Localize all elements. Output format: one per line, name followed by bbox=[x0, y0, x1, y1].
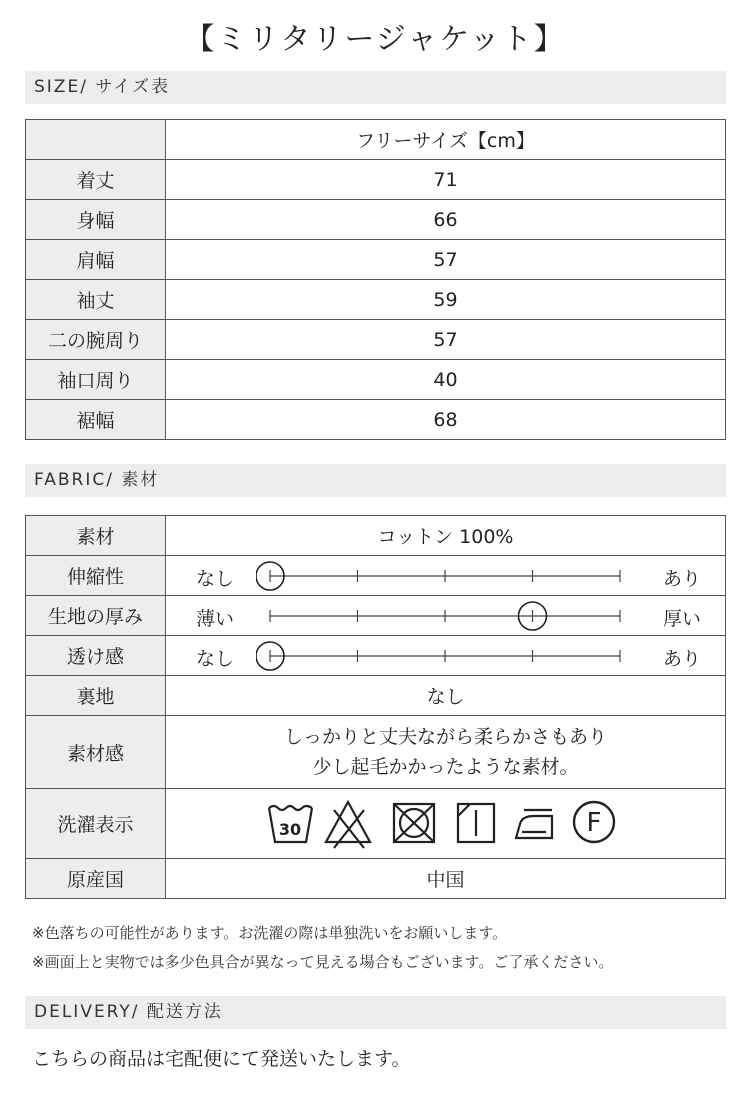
care-label: 洗濯表示 bbox=[26, 789, 166, 859]
care-icons bbox=[166, 789, 726, 859]
origin-value: 中国 bbox=[166, 859, 726, 899]
thickness-scale bbox=[256, 596, 636, 635]
scale-right-label: 厚い bbox=[662, 608, 701, 630]
size-column-header: フリーサイズ【cm】 bbox=[166, 120, 726, 160]
size-row bbox=[26, 360, 726, 400]
fabric-row bbox=[26, 516, 726, 556]
fabric-row bbox=[26, 636, 726, 676]
scale-cell bbox=[166, 636, 726, 676]
origin-label: 原産国 bbox=[26, 859, 166, 899]
note-text: ※色落ちの可能性があります。お洗濯の際は単独洗いをお願いします。 bbox=[32, 924, 508, 942]
size-row-value: 57 bbox=[166, 240, 726, 280]
size-section-header: SIZE/ サイズ表 bbox=[25, 71, 726, 104]
size-row-label: 身幅 bbox=[26, 200, 166, 240]
size-row bbox=[26, 280, 726, 320]
size-table bbox=[25, 119, 726, 440]
scale-left-label: なし bbox=[196, 568, 235, 590]
texture-line: しっかりと丈夫ながら柔らかさもあり bbox=[283, 726, 607, 748]
iron-low-icon bbox=[516, 810, 552, 838]
lining-value: なし bbox=[166, 676, 726, 716]
material-value: コットン 100% bbox=[166, 516, 726, 556]
wash-30-icon bbox=[269, 806, 312, 842]
delivery-section-header: DELIVERY/ 配送方法 bbox=[25, 996, 726, 1029]
note-text: ※画面上と実物では多少色具合が異なって見える場合もございます。ご了承ください。 bbox=[32, 953, 614, 971]
size-row-value: 59 bbox=[166, 280, 726, 320]
scale-cell bbox=[166, 596, 726, 636]
size-row-value: 57 bbox=[166, 320, 726, 360]
dry-clean-f-icon bbox=[574, 802, 614, 842]
size-row-value: 40 bbox=[166, 360, 726, 400]
scale-right-label: あり bbox=[662, 568, 701, 590]
size-row-label: 着丈 bbox=[26, 160, 166, 200]
size-row-label: 袖口周り bbox=[26, 360, 166, 400]
care-icons-svg bbox=[266, 796, 626, 852]
fabric-row bbox=[26, 556, 726, 596]
fabric-section-header: FABRIC/ 素材 bbox=[25, 464, 726, 497]
texture-label: 素材感 bbox=[26, 716, 166, 789]
fabric-row bbox=[26, 859, 726, 899]
page-title: 【ミリタリージャケット】 bbox=[184, 22, 566, 57]
size-row-label: 裾幅 bbox=[26, 400, 166, 440]
scale-label: 伸縮性 bbox=[26, 556, 166, 596]
size-row-label: 袖丈 bbox=[26, 280, 166, 320]
no-bleach-icon bbox=[326, 802, 370, 848]
size-row bbox=[26, 240, 726, 280]
material-label: 素材 bbox=[26, 516, 166, 556]
fabric-row bbox=[26, 789, 726, 859]
svg-text:30: 30 bbox=[278, 819, 301, 839]
stretch-scale bbox=[256, 556, 636, 595]
size-row-value: 68 bbox=[166, 400, 726, 440]
size-row-value: 71 bbox=[166, 160, 726, 200]
size-row-value: 66 bbox=[166, 200, 726, 240]
sheerness-scale bbox=[256, 636, 636, 675]
size-row bbox=[26, 200, 726, 240]
lining-label: 裏地 bbox=[26, 676, 166, 716]
scale-left-label: 薄い bbox=[196, 608, 235, 630]
size-row bbox=[26, 160, 726, 200]
texture-value bbox=[166, 716, 726, 789]
size-row-label: 肩幅 bbox=[26, 240, 166, 280]
texture-line: 少し起毛かかったような素材。 bbox=[312, 756, 579, 778]
line-dry-icon bbox=[458, 804, 494, 842]
no-tumble-dry-icon bbox=[394, 804, 434, 842]
fabric-table bbox=[25, 515, 726, 899]
size-table-corner bbox=[26, 120, 166, 160]
size-table-header-row bbox=[26, 120, 726, 160]
size-row bbox=[26, 320, 726, 360]
svg-text:F: F bbox=[586, 807, 601, 838]
fabric-row bbox=[26, 676, 726, 716]
size-row-label: 二の腕周り bbox=[26, 320, 166, 360]
fabric-row bbox=[26, 596, 726, 636]
scale-left-label: なし bbox=[196, 648, 235, 670]
delivery-text: こちらの商品は宅配便にて発送いたします。 bbox=[32, 1048, 411, 1070]
scale-right-label: あり bbox=[662, 648, 701, 670]
fabric-row bbox=[26, 716, 726, 789]
scale-cell bbox=[166, 556, 726, 596]
size-row bbox=[26, 400, 726, 440]
scale-label: 透け感 bbox=[26, 636, 166, 676]
scale-label: 生地の厚み bbox=[26, 596, 166, 636]
